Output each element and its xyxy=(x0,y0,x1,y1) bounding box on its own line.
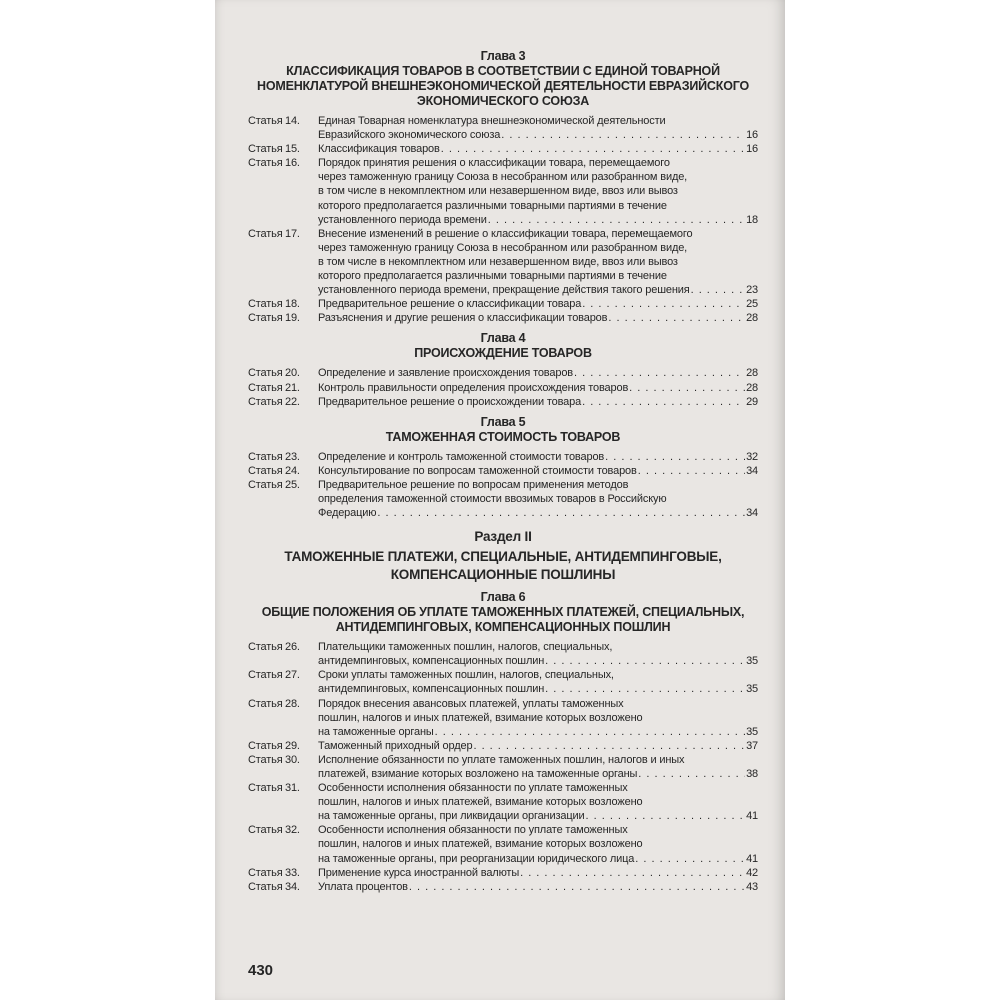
section-title-line: ТАМОЖЕННЫЕ ПЛАТЕЖИ, СПЕЦИАЛЬНЫЕ, АНТИДЕМПИНГОВЫЕ, xyxy=(284,549,722,565)
entry-text-line: которого предполагается различными товарными партиями в течение xyxy=(318,199,667,212)
toc-entry[interactable] xyxy=(248,395,758,409)
chapter-title-line: ПРОИСХОЖДЕНИЕ ТОВАРОВ xyxy=(414,346,592,361)
toc-entry[interactable] xyxy=(248,823,758,865)
dot-leader xyxy=(520,866,745,880)
entry-list xyxy=(248,640,758,894)
article-number: 27. xyxy=(285,669,300,682)
toc-entry[interactable] xyxy=(248,450,758,464)
article-label: Статья xyxy=(248,381,283,394)
dot-leader xyxy=(608,311,745,325)
dot-leader xyxy=(585,809,745,823)
toc-entry[interactable] xyxy=(248,478,758,520)
dot-leader xyxy=(635,852,745,866)
entry-text-line: через таможенную границу Союза в несобранном или разобранном виде, xyxy=(318,241,688,254)
toc-entry[interactable] xyxy=(248,640,758,668)
entry-text-line: Предварительное решение о классификации товара xyxy=(318,298,582,311)
entry-text-line: Порядок принятия решения о классификации товара, перемещаемого xyxy=(318,157,670,170)
entry-page-number: 35 xyxy=(746,725,758,738)
dot-leader xyxy=(545,654,745,668)
entry-text-line: Таможенный приходный ордер xyxy=(318,739,473,752)
entry-text-line: Определение и заявление происхождения товаров xyxy=(318,367,573,380)
chapter-heading xyxy=(248,590,758,635)
chapter-heading xyxy=(248,331,758,361)
chapter-label: Глава 6 xyxy=(480,590,526,605)
entry-text-line: Особенности исполнения обязанности по уплате таможенных xyxy=(318,782,628,795)
entry-page-number: 16 xyxy=(746,129,758,142)
dot-leader xyxy=(377,506,745,520)
article-label: Статья xyxy=(248,227,283,240)
entry-page-number: 28 xyxy=(746,381,758,394)
dot-leader xyxy=(545,682,745,696)
article-label: Статья xyxy=(248,697,283,710)
chapter-label: Глава 3 xyxy=(480,49,526,63)
entry-page-number: 29 xyxy=(746,395,758,408)
entry-text-line: Евразийского экономического союза xyxy=(318,129,501,142)
entry-page-number: 43 xyxy=(746,880,758,893)
entry-text-line: Единая Товарная номенклатура внешнеэкономической деятельности xyxy=(318,115,666,127)
entry-text-line: установленного периода времени, прекращение действия такого решения xyxy=(318,284,690,297)
dot-leader xyxy=(488,213,745,227)
toc-entry[interactable] xyxy=(248,297,758,311)
chapter-heading xyxy=(248,49,758,109)
chapter-title-line: КЛАССИФИКАЦИЯ ТОВАРОВ В СООТВЕТСТВИИ С ЕДИНОЙ ТОВАРНОЙ xyxy=(286,64,720,78)
dot-leader xyxy=(441,142,745,156)
toc-entry[interactable] xyxy=(248,753,758,781)
book-page xyxy=(215,0,785,1000)
dot-leader xyxy=(574,366,745,380)
article-number: 34. xyxy=(285,880,300,893)
toc-entry[interactable] xyxy=(248,866,758,880)
article-number: 19. xyxy=(285,312,300,325)
article-number: 17. xyxy=(285,227,300,240)
chapter-title-line: ЭКОНОМИЧЕСКОГО СОЮЗА xyxy=(416,94,590,108)
chapter-heading xyxy=(248,415,758,445)
section-title xyxy=(248,548,758,584)
article-number: 20. xyxy=(285,367,300,380)
entry-text-line: Применение курса иностранной валюты xyxy=(318,866,520,879)
entry-text-line: пошлин, налогов и иных платежей, взимание которых возложено xyxy=(318,711,643,724)
entry-list xyxy=(248,366,758,408)
article-number: 21. xyxy=(285,381,300,394)
entry-text-line: Сроки уплаты таможенных пошлин, налогов, специальных, xyxy=(318,669,614,682)
article-label: Статья xyxy=(248,312,283,325)
article-number: 14. xyxy=(285,115,300,127)
article-number: 15. xyxy=(285,143,300,156)
article-label: Статья xyxy=(248,157,283,170)
entry-text-line: на таможенные органы xyxy=(318,725,434,738)
article-number: 24. xyxy=(285,464,300,477)
entry-page-number: 23 xyxy=(746,284,758,297)
article-label: Статья xyxy=(248,866,283,879)
section-heading xyxy=(248,528,758,584)
entry-text-line: антидемпинговых, компенсационных пошлин xyxy=(318,683,545,696)
article-number: 26. xyxy=(285,641,300,654)
entry-page-number: 34 xyxy=(746,464,758,477)
entry-text-line: определения таможенной стоимости ввозимых товаров в Российскую xyxy=(318,492,667,505)
entry-text-line: пошлин, налогов и иных платежей, взимание которых возложено xyxy=(318,838,643,851)
toc-entry[interactable] xyxy=(248,697,758,739)
chapter-title xyxy=(248,605,758,635)
chapter-title-line: ОБЩИЕ ПОЛОЖЕНИЯ ОБ УПЛАТЕ ТАМОЖЕННЫХ ПЛАТЕЖЕЙ, СПЕЦИАЛЬНЫХ, xyxy=(261,605,745,620)
entry-page-number: 41 xyxy=(746,852,758,865)
entry-text-line: Уплата процентов xyxy=(318,880,408,893)
article-label: Статья xyxy=(248,478,283,491)
chapter-label: Глава 5 xyxy=(480,414,526,429)
entry-page-number: 35 xyxy=(746,655,758,668)
article-number: 30. xyxy=(285,753,300,766)
dot-leader xyxy=(435,725,745,739)
dot-leader xyxy=(691,283,745,297)
entry-text-line: на таможенные органы, при реорганизации юридического лица xyxy=(318,852,635,865)
chapter-label: Глава 4 xyxy=(480,331,526,346)
article-label: Статья xyxy=(248,450,283,463)
entry-list xyxy=(248,114,758,325)
article-label: Статья xyxy=(248,395,283,408)
article-label: Статья xyxy=(248,641,283,654)
article-number: 33. xyxy=(285,866,300,879)
toc-entry[interactable] xyxy=(248,668,758,696)
entry-text-line: через таможенную границу Союза в несобранном или разобранном виде, xyxy=(318,171,688,184)
dot-leader xyxy=(582,395,745,409)
table-of-contents xyxy=(248,49,758,894)
dot-leader xyxy=(473,739,745,753)
chapter-title-line: ТАМОЖЕННАЯ СТОИМОСТЬ ТОВАРОВ xyxy=(385,429,621,444)
entry-text-line: на таможенные органы, при ликвидации организации xyxy=(318,810,585,823)
page-number: 430 xyxy=(248,962,274,979)
article-label: Статья xyxy=(248,298,283,311)
article-label: Статья xyxy=(248,115,283,127)
entry-list xyxy=(248,450,758,520)
entry-text-line: Контроль правильности определения происхождения товаров xyxy=(318,381,629,394)
article-number: 16. xyxy=(285,157,300,170)
chapter-title-line: АНТИДЕМПИНГОВЫХ, КОМПЕНСАЦИОННЫХ ПОШЛИН xyxy=(335,620,671,635)
entry-text-line: в том числе в некомплектном или незавершенном виде, ввоз или вывоз xyxy=(318,255,678,268)
article-number: 22. xyxy=(285,395,300,408)
article-label: Статья xyxy=(248,824,283,837)
entry-text-line: Классификация товаров xyxy=(318,143,440,156)
entry-text-line: Предварительное решение о происхождении товара xyxy=(318,395,582,408)
article-label: Статья xyxy=(248,753,283,766)
entry-page-number: 34 xyxy=(746,507,758,520)
toc-entry[interactable] xyxy=(248,464,758,478)
entry-page-number: 18 xyxy=(746,213,758,226)
toc-entry[interactable] xyxy=(248,739,758,753)
toc-entry[interactable] xyxy=(248,880,758,894)
entry-text-line: которого предполагается различными товарными партиями в течение xyxy=(318,270,667,283)
article-label: Статья xyxy=(248,464,283,477)
entry-text-line: Особенности исполнения обязанности по уплате таможенных xyxy=(318,824,628,837)
article-number: 25. xyxy=(285,478,300,491)
article-label: Статья xyxy=(248,143,283,156)
entry-text-line: Федерацию xyxy=(318,507,377,520)
entry-page-number: 42 xyxy=(746,866,758,879)
article-number: 18. xyxy=(285,298,300,311)
dot-leader xyxy=(638,767,745,781)
article-number: 28. xyxy=(285,697,300,710)
entry-page-number: 32 xyxy=(746,450,758,463)
toc-entry[interactable] xyxy=(248,311,758,325)
article-number: 31. xyxy=(285,782,300,795)
entry-text-line: Определение и контроль таможенной стоимости товаров xyxy=(318,450,605,463)
dot-leader xyxy=(638,464,745,478)
toc-entry[interactable] xyxy=(248,142,758,156)
toc-entry[interactable] xyxy=(248,381,758,395)
entry-text-line: Консультирование по вопросам таможенной стоимости товаров xyxy=(318,464,637,477)
section-label: Раздел II xyxy=(474,529,532,545)
article-label: Статья xyxy=(248,367,283,380)
entry-text-line: Порядок внесения авансовых платежей, уплаты таможенных xyxy=(318,697,624,710)
entry-page-number: 28 xyxy=(746,312,758,325)
entry-page-number: 28 xyxy=(746,367,758,380)
dot-leader xyxy=(605,450,745,464)
entry-text-line: установленного периода времени xyxy=(318,213,487,226)
toc-entry[interactable] xyxy=(248,366,758,380)
entry-page-number: 41 xyxy=(746,810,758,823)
chapter-title xyxy=(248,430,758,445)
article-label: Статья xyxy=(248,669,283,682)
toc-entry[interactable] xyxy=(248,227,758,297)
chapter-title-line: НОМЕНКЛАТУРОЙ ВНЕШНЕЭКОНОМИЧЕСКОЙ ДЕЯТЕЛЬНОСТИ ЕВРАЗИЙСКОГО xyxy=(257,79,749,93)
chapter-title xyxy=(248,346,758,361)
entry-text-line: Плательщики таможенных пошлин, налогов, специальных, xyxy=(318,641,613,654)
dot-leader xyxy=(582,297,745,311)
dot-leader xyxy=(409,880,745,894)
article-number: 23. xyxy=(285,450,300,463)
entry-page-number: 25 xyxy=(746,298,758,311)
entry-text-line: платежей, взимание которых возложено на таможенные органы xyxy=(318,768,638,780)
toc-entry[interactable] xyxy=(248,156,758,226)
section-title-line: КОМПЕНСАЦИОННЫЕ ПОШЛИНЫ xyxy=(390,567,616,583)
entry-page-number: 37 xyxy=(746,739,758,752)
entry-text-line: Исполнение обязанности по уплате таможенных пошлин, налогов и иных xyxy=(318,753,685,766)
toc-entry[interactable] xyxy=(248,781,758,823)
chapter-title xyxy=(248,64,758,109)
dot-leader xyxy=(629,381,745,395)
dot-leader xyxy=(501,128,745,142)
article-number: 32. xyxy=(285,824,300,837)
entry-text-line: Предварительное решение по вопросам применения методов xyxy=(318,478,629,491)
toc-entry[interactable] xyxy=(248,114,758,142)
entry-page-number: 16 xyxy=(746,143,758,156)
entry-page-number: 35 xyxy=(746,683,758,696)
entry-text-line: в том числе в некомплектном или незавершенном виде, ввоз или вывоз xyxy=(318,185,678,198)
article-label: Статья xyxy=(248,782,283,795)
article-label: Статья xyxy=(248,880,283,893)
entry-text-line: Разъяснения и другие решения о классификации товаров xyxy=(318,312,608,325)
entry-text-line: пошлин, налогов и иных платежей, взимание которых возложено xyxy=(318,796,643,809)
entry-page-number: 38 xyxy=(746,768,758,780)
article-number: 29. xyxy=(285,739,300,752)
article-label: Статья xyxy=(248,739,283,752)
entry-text-line: антидемпинговых, компенсационных пошлин xyxy=(318,655,545,668)
entry-text-line: Внесение изменений в решение о классификации товара, перемещаемого xyxy=(318,227,693,240)
